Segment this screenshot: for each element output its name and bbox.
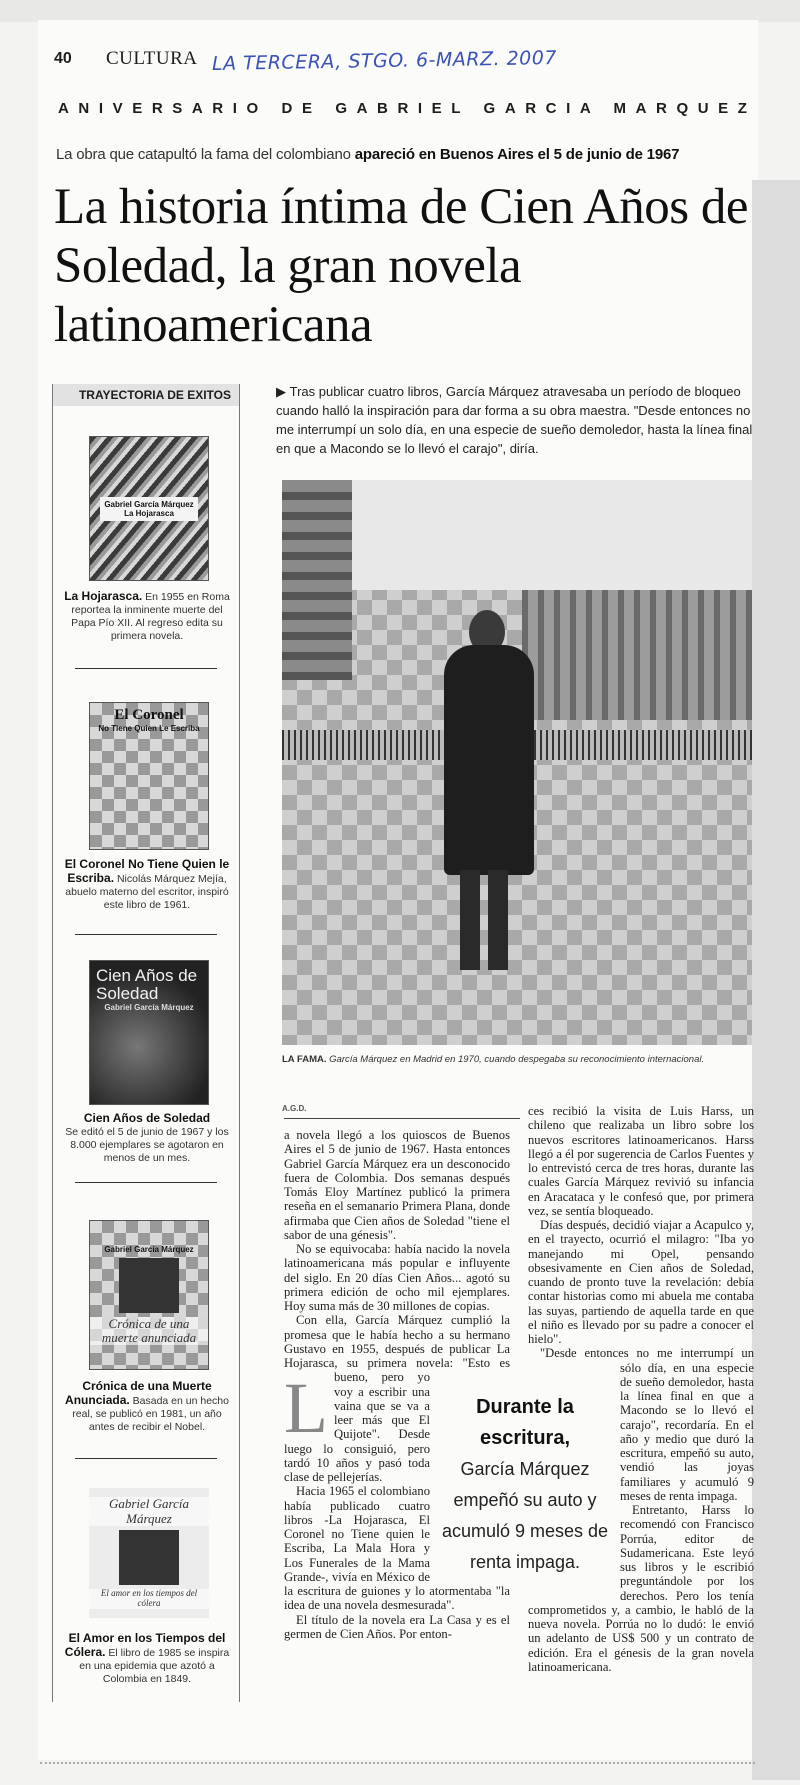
book-text: En 1955 en Roma reportea la inminente muerte del Papa Pío XII. Al regreso edita su primera novela. (71, 591, 230, 642)
pull-quote-text: García Márquez empeñó su auto y acumuló 9 meses de renta impaga. (441, 1459, 609, 1572)
dotted-footer-rule (40, 1762, 755, 1764)
book-caption (61, 1632, 233, 1686)
deck (56, 146, 679, 163)
pull-quote-lead: Durante la escritura, (476, 1396, 574, 1449)
cover-illustration (119, 1258, 179, 1313)
cover-author: Gabriel García Márquez (104, 1002, 194, 1012)
divider (75, 1182, 217, 1183)
divider (75, 934, 217, 935)
book-text: Se editó el 5 de junio de 1967 y los 8.000 ejemplares se agotaron en menos de un mes. (65, 1126, 229, 1164)
book-cover-la-hojarasca (89, 436, 209, 581)
cover-illustration (119, 1530, 179, 1585)
intro-summary (276, 382, 754, 458)
cover-subtitle: No Tiene Quien Le Escriba (98, 723, 200, 733)
intro-text: Tras publicar cuatro libros, García Márquez atravesaba un período de bloqueo cuando halló la inspiración para dar forma a su obra maestra. "Desde entonces no me interrumpí un solo día, en una especie de sueño demoledor, hasta la línea final en que a Macondo se lo llevó el carajo", diría. (276, 384, 753, 456)
headline: La historia íntima de Cien Años de Soledad, la gran novela latinoamericana (54, 179, 749, 353)
paragraph: ces recibió la visita de Luis Harss, un chileno que realizaba un libro sobre los nuevos escritores latinoamericanos. Harss llegó a él por sugerencia de Carlos Fuentes y lo entrevistó cerca de tres horas, durante las cuales García Márquez revivió su infancia en Aracataca y le confesó que, por primera vez, se sentía bloqueado. (528, 1104, 754, 1218)
book-title: Crónica de una Muerte Anunciada. (65, 1379, 212, 1407)
paragraph: Entretanto, Harss lo recomendó con Francisco Porrúa, editor de Sudamericana. Este leyó sus libros y le escribió preguntándole por los derechos. Pero los tenía comprometidos y, a cambio, le habló de la nueva novela. Porrúa no lo dudó: le envió un adelanto de US$ 500 y un contrato de edición. Era el génesis de la gran novela latinoamericana. (528, 1503, 754, 1674)
scan-right-edge (752, 180, 800, 1780)
paragraph: Días después, decidió viajar a Acapulco y, en el trayecto, ocurrió el milagro: "Iba yo manejando mi Opel, pensando obsesivamente en Cien años de Soledad, cuando de pronto tuve la revelación: debía contar historias como mi abuela me contaba las suyas, partiendo de aquella tarde en que el niño es llevado por su padre a conocer el hielo". (528, 1218, 754, 1346)
photo-sky (352, 480, 752, 590)
cover-author: Gabriel García Márquez (89, 1497, 209, 1526)
photo-garcia-marquez-madrid (282, 480, 752, 1045)
book-title: La Hojarasca. (64, 589, 143, 603)
paragraph: "Desde entonces no me interrumpí un sólo día, en una especie de sueño demoledor, hasta la línea final en que a Macondo se lo llevó el carajo", recordaría. En el año y medio que duró la escritura, empeñó su auto, vendió las joyas familiares y acumuló 9 meses de renta impaga. (540, 1346, 754, 1503)
sidebar-trajectory (52, 384, 240, 1702)
paragraph: Hacia 1965 el colombiano había publicado cuatro libros -La Hojarasca, El Coronel no Tiene quien le Escriba, La Mala Hora y Los Funerales de la Mama Grande-, vivía en México de la escritura de guiones y lo atormentaba "la idea de una novela desmesurada". (284, 1484, 510, 1613)
divider (75, 668, 217, 669)
photo-building (522, 590, 752, 720)
book-cover-cien-anos (89, 960, 209, 1105)
paragraph: Con ella, García Márquez cumplió la promesa que le había hecho a su hermano Gustavo en 1955, después de publicar La Hojarasca, su primera novela: "Esto es bueno, pero yo voy a escribir una vaina que se va a leer más que El Quijote". Desde luego lo consiguió, pero tardó 10 años y pasó toda clase de pellejerías. (284, 1313, 510, 1484)
book-text: Nicolás Márquez Mejía, abuelo materno del escritor, inspiró este libro de 1961. (65, 873, 229, 911)
sidebar-title: TRAYECTORIA DE EXITOS (53, 384, 239, 406)
book-caption (61, 1112, 233, 1165)
divider (75, 1458, 217, 1459)
paragraph: El título de la novela era La Casa y es el germen de Cien Años. Por enton- (284, 1612, 510, 1641)
book-caption (61, 590, 233, 643)
paragraph: No se equivocaba: había nacido la novela latinoamericana más popular e influyente del siglo. En 20 días Cien Años... agotó su primera edición de ocho mil ejemplares. Hoy suma más de 30 millones de copias. (284, 1242, 510, 1313)
byline: A.G.D. (282, 1104, 307, 1113)
cover-author: Gabriel García Márquez (104, 1244, 194, 1254)
cover-label (100, 497, 197, 521)
photo-caption (282, 1054, 762, 1065)
article-column-2 (528, 1104, 754, 1674)
book-text: Basada en un hecho real, se publicó en 1981, un año antes de recibir el Nobel. (72, 1395, 229, 1433)
book-title: Cien Años de Soledad (83, 1111, 211, 1125)
photo-building (282, 480, 352, 680)
caption-text: García Márquez en Madrid en 1970, cuando despegaba su reconocimiento internacional. (326, 1054, 705, 1065)
book-cover-el-amor (89, 1488, 209, 1618)
kicker: ANIVERSARIO DE GABRIEL GARCIA MARQUEZ (58, 100, 757, 117)
pull-quote (430, 1392, 620, 1578)
triangle-bullet-icon: ▶ (276, 384, 290, 399)
section-name: CULTURA (106, 48, 198, 69)
divider (284, 1118, 520, 1119)
book-cover-cronica (89, 1220, 209, 1370)
book-title: El Amor en los Tiempos del Cólera. (64, 1631, 226, 1659)
cover-title: Cien Años de Soledad (96, 966, 198, 1003)
photo-figure-coat (444, 645, 534, 875)
cover-title: La Hojarasca (124, 508, 174, 518)
book-caption (61, 1380, 233, 1434)
book-text: El libro de 1985 se inspira en una epidemia que azotó a Colombia en 1849. (79, 1647, 230, 1685)
photo-figure-legs (460, 870, 508, 970)
deck-bold: apareció en Buenos Aires el 5 de junio de 1967 (354, 146, 680, 163)
scan-top-edge (0, 0, 800, 22)
cover-title: El amor en los tiempos del cólera (89, 1589, 209, 1609)
book-title: El Coronel No Tiene Quien le Escriba. (64, 857, 230, 885)
book-caption (61, 858, 233, 912)
book-cover-el-coronel (89, 702, 209, 850)
cover-author: Gabriel García Márquez (104, 499, 194, 509)
paragraph-text: a novela llegó a los quioscos de Buenos Aires el 5 de junio de 1967. Hasta entonces Gabriel García Márquez era un desconocido fuera de Colombia. Dos semanas después Tomás Eloy Martínez publicó la primera reseña en el semanario Primera Plana, donde afirmaba que Cien años de Soledad "tiene el sabor de una génesis". (284, 1128, 510, 1242)
cover-title: El Coronel (114, 707, 184, 723)
cover-title: Crónica de una muerte anunciada (90, 1317, 208, 1346)
handwritten-note: LA TERCERA, STGO. 6-MARZ. 2007 (211, 46, 558, 76)
caption-label: LA FAMA. (282, 1054, 327, 1065)
drop-cap: L (284, 1368, 328, 1448)
deck-plain: La obra que catapultó la fama del colombiano (56, 146, 355, 163)
page-number: 40 (54, 50, 72, 67)
